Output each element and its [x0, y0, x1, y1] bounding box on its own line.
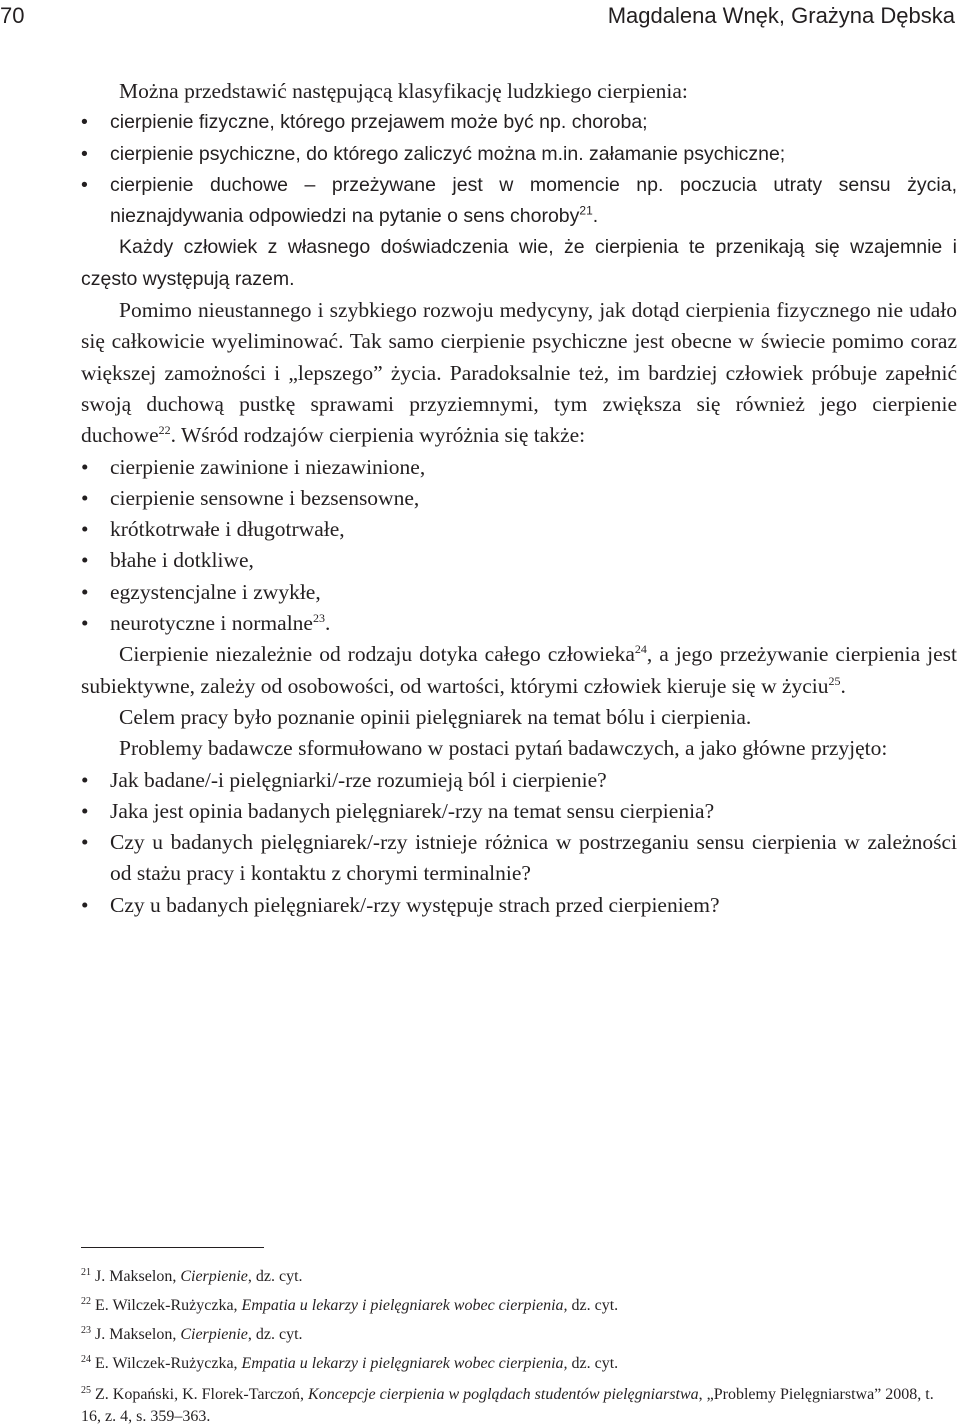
page-number: 70 — [0, 3, 25, 28]
footnote — [81, 1320, 957, 1349]
page-header — [0, 0, 960, 36]
footnote-title: Cierpienie — [180, 1326, 248, 1343]
list-item: • błahe i dotkliwe, — [81, 545, 957, 576]
footnote-ref[interactable]: 22 — [158, 423, 171, 438]
paragraph — [81, 639, 957, 702]
paragraph — [81, 295, 957, 451]
footnote — [81, 1384, 957, 1428]
suffering-types-list — [81, 452, 957, 640]
footnote-ref[interactable]: 25 — [828, 673, 841, 688]
running-head-authors: Magdalena Wnęk, Grażyna Dębska — [607, 3, 955, 28]
footnote — [81, 1262, 957, 1291]
paragraph: Problemy badawcze sformułowano w postaci pytań badawczych, a jako główne przyjęto: — [119, 736, 888, 761]
footnote-title: Cierpienie — [180, 1268, 248, 1285]
list-item: • Jak badane/-i pielęgniarki/-rze rozumieją ból i cierpienie? — [81, 765, 957, 796]
list-item — [81, 170, 957, 233]
list-item-text: cierpienie duchowe – przeżywane jest w momencie np. poczucia utraty sensu życia, nieznajdywania odpowiedzi na pytanie o sens choroby — [110, 173, 957, 228]
paragraph-text: . Wśród rodzajów cierpienia wyróżnia się także: — [170, 423, 586, 448]
list-item: • egzystencjalne i zwykłe, — [81, 577, 957, 608]
footnote-number: 22 — [81, 1295, 91, 1307]
footnote-divider — [81, 1247, 264, 1248]
punctuation: . — [592, 205, 599, 228]
list-item: • cierpienie fizyczne, którego przejawem może być np. choroba; — [81, 107, 957, 138]
footnote — [81, 1291, 957, 1320]
footnote-author: J. Makselon, — [95, 1326, 181, 1343]
paragraph-text: Cierpienie niezależnie od rodzaju dotyka całego człowieka — [119, 642, 635, 667]
paragraph: Każdy człowiek z własnego doświadczenia wie, że cierpienia te przenikają się wzajemnie i często występują razem. — [81, 236, 957, 290]
punctuation: . — [324, 611, 331, 636]
footnote-author: E. Wilczek-Rużyczka, — [95, 1297, 242, 1314]
footnote-ref[interactable]: 21 — [579, 203, 593, 218]
footnote — [81, 1349, 957, 1378]
footnote-author: Z. Kopański, K. Florek-Tarczoń, — [95, 1386, 309, 1403]
research-questions-list — [81, 765, 957, 921]
footnote-rest: , „Problemy Pielęgniarstwa” 2008, t. 16, z. 4, s. 359–363. — [81, 1386, 934, 1425]
footnote-number: 23 — [81, 1324, 91, 1336]
footnote-ref[interactable]: 24 — [634, 642, 647, 657]
list-item: • cierpienie zawinione i niezawinione, — [81, 452, 957, 483]
main-text — [81, 76, 957, 921]
paragraph: Celem pracy było poznanie opinii pielęgniarek na temat bólu i cierpienia. — [119, 704, 752, 729]
footnote-title: Empatia u lekarzy i pielęgniarek wobec cierpienia, — [241, 1297, 568, 1314]
footnote-number: 21 — [81, 1266, 91, 1278]
footnote-author: J. Makselon, — [95, 1268, 181, 1285]
footnote-title: Koncepcje cierpienia w poglądach studentów pielęgniarstwa — [308, 1386, 699, 1403]
suffering-classification-list — [81, 107, 957, 232]
footnote-rest: dz. cyt. — [567, 1297, 619, 1314]
paragraph-text: , a jego przeżywanie cierpienia jest subiektywne, zależy od osobowości, od wartości, którymi człowiek kieruje się w życiu — [81, 642, 957, 698]
paragraph-text: Pomimo nieustannego i szybkiego rozwoju medycyny, jak dotąd cierpienia fizycznego nie udało się całkowicie wyeliminować. Tak samo cierpienie psychiczne jest obecne w świecie pomimo coraz większej zamożności i „lepszego” życia. Paradoksalnie też, im bardziej człowiek próbuje zapełnić swoją duchową pustkę sprawami przyziemnymi, tym zwiększa się również jego cierpienie duchowe — [81, 298, 957, 448]
intro-paragraph: Można przedstawić następującą klasyfikację ludzkiego cierpienia: — [119, 79, 688, 103]
footnote-rest: , dz. cyt. — [247, 1326, 303, 1343]
list-item: • Czy u badanych pielęgniarek/-rzy istnieje różnica w postrzeganiu sensu cierpienia w zależności od stażu pracy i kontaktu z chorymi terminalnie? — [81, 827, 957, 890]
list-item: • Jaka jest opinia badanych pielęgniarek/-rzy na temat sensu cierpienia? — [81, 796, 957, 827]
list-item: • cierpienie sensowne i bezsensowne, — [81, 483, 957, 514]
list-item: • krótkotrwałe i długotrwałe, — [81, 514, 957, 545]
punctuation: . — [840, 673, 846, 698]
footnote-rest: , dz. cyt. — [247, 1268, 303, 1285]
footnote-number: 24 — [81, 1353, 91, 1365]
footnotes — [81, 1262, 957, 1428]
footnote-title: Empatia u lekarzy i pielęgniarek wobec cierpienia, — [241, 1355, 568, 1372]
list-item: • cierpienie psychiczne, do którego zaliczyć można m.in. załamanie psychiczne; — [81, 139, 957, 170]
footnote-ref[interactable]: 23 — [312, 610, 325, 625]
list-item-text: neurotyczne i normalne — [110, 611, 313, 636]
footnote-number: 25 — [81, 1384, 91, 1396]
list-item: • Czy u badanych pielęgniarek/-rzy występuje strach przed cierpieniem? — [81, 890, 957, 921]
footnote-rest: dz. cyt. — [567, 1355, 619, 1372]
list-item — [81, 608, 957, 639]
footnote-author: E. Wilczek-Rużyczka, — [95, 1355, 242, 1372]
